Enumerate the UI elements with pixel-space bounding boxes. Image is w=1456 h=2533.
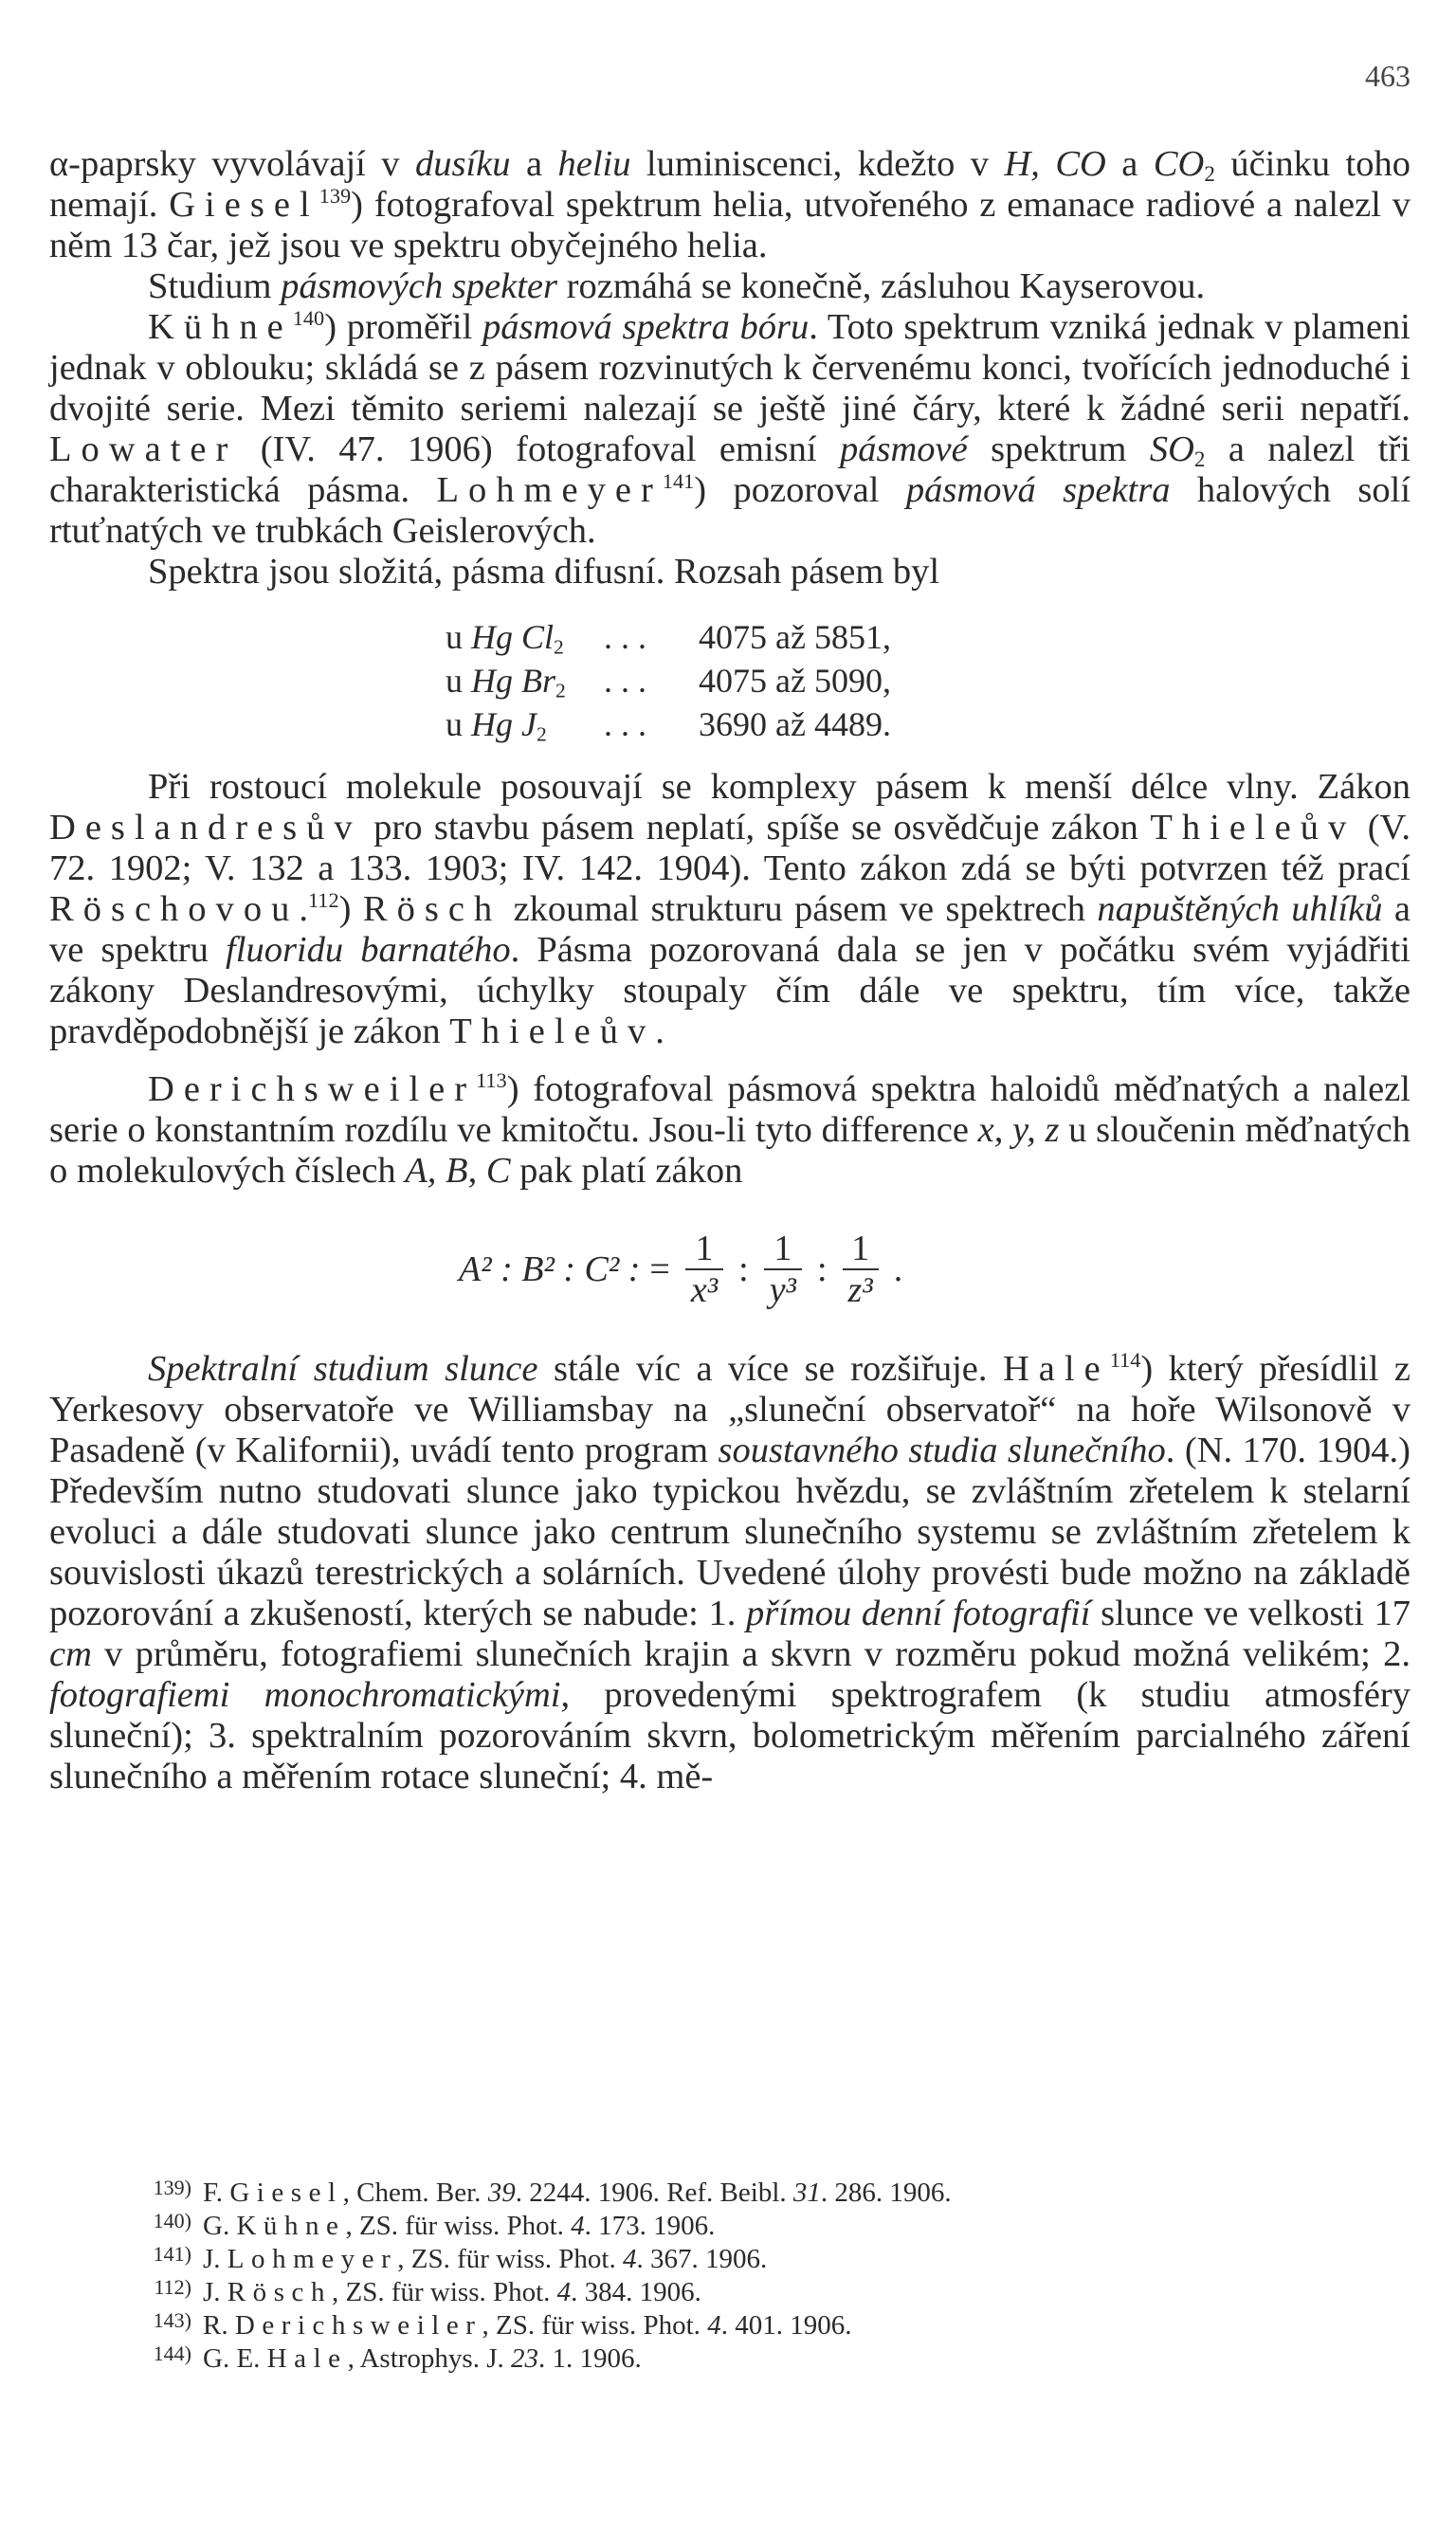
subscript: 2 bbox=[1193, 446, 1206, 471]
text: luminiscenci, kdežto v bbox=[630, 144, 1005, 184]
volume: 39 bbox=[487, 2178, 516, 2208]
text: rozmáhá se konečně, zásluhou Kayserovou. bbox=[557, 266, 1206, 306]
fraction bbox=[685, 1229, 723, 1310]
footnote bbox=[133, 2309, 1365, 2342]
denominator: z³ bbox=[847, 1270, 873, 1310]
footnote-ref: 113 bbox=[476, 1068, 507, 1093]
footnote-text bbox=[203, 2210, 715, 2243]
volume: 4 bbox=[707, 2310, 721, 2341]
text: , Chem. Ber. bbox=[342, 2178, 488, 2208]
footnote-text bbox=[203, 2309, 851, 2342]
colon: : bbox=[816, 1248, 828, 1289]
main-text bbox=[49, 144, 1410, 1797]
footnote bbox=[133, 2342, 1365, 2376]
range-value: 4075 až 5090, bbox=[699, 662, 891, 700]
text: (V. 72. 1902; V. 132 a 133. 1903; IV. 142. 1904). Tento zákon zdá se býti potvrzen též prací bbox=[49, 808, 1410, 888]
text: . 367. 1906. bbox=[636, 2244, 768, 2274]
emphasis: dusíku bbox=[414, 144, 511, 184]
author-name: Thieleův bbox=[1150, 808, 1356, 847]
author-name: Kühne bbox=[148, 307, 293, 347]
text: (IV. 47. 1906) fotografoval emisní bbox=[237, 429, 840, 469]
footnote-number: 140) bbox=[153, 2209, 191, 2232]
range-row bbox=[446, 702, 1410, 746]
text: , provedenými spektrografem (k studiu atmosféry sluneční); 3. spektralním pozorováním skvrn, bolometrickým měřením parcialného záření slunečního a měřením rotace sluneční; 4. mě- bbox=[49, 1675, 1410, 1796]
text: ) proměřil bbox=[324, 307, 482, 347]
emphasis: pásmové bbox=[839, 429, 968, 469]
text: , Astrophys. J. bbox=[347, 2343, 511, 2374]
text: zkoumal strukturu pásem ve spektrech bbox=[501, 889, 1098, 929]
emphasis: Spektralní studium slunce bbox=[148, 1349, 538, 1389]
author-name: Giesel bbox=[169, 185, 319, 225]
paragraph-6 bbox=[49, 1069, 1410, 1192]
footnote-ref: 139 bbox=[318, 184, 352, 209]
footnote-text bbox=[203, 2243, 767, 2276]
emphasis: heliu bbox=[557, 144, 631, 184]
author-name: Giesel bbox=[229, 2178, 343, 2208]
denominator: y³ bbox=[769, 1270, 796, 1310]
text: J. bbox=[203, 2277, 228, 2307]
text: . (N. 170. 1904.) Především nutno studovati slunce jako typickou hvězdu, se zvláštním zřetelem k stelarní evoluci a dále studovati slunce jako centrum slunečního systemu se zvláštním zřetelem k souvislosti úkazů terestrických a solárních. Uvedené úlohy provésti bude možno na základě pozorování a zkušeností, kterých se nabude: 1. bbox=[49, 1431, 1410, 1633]
text: a ve spektru bbox=[49, 889, 1411, 970]
paragraph-5 bbox=[49, 767, 1410, 1052]
footnote-number: 112) bbox=[154, 2275, 191, 2299]
text: a bbox=[1105, 144, 1154, 184]
author-name: Hale bbox=[266, 2343, 348, 2374]
author-name: Rösch bbox=[362, 889, 502, 929]
text: . bbox=[655, 1011, 664, 1051]
equals-sign: = bbox=[649, 1248, 670, 1289]
emphasis: přímou denní fotografií bbox=[745, 1594, 1091, 1633]
text: . bbox=[299, 889, 308, 929]
text: stále víc a více se rozšiřuje. bbox=[537, 1349, 1003, 1389]
formula-inline: Hg Br bbox=[471, 662, 555, 700]
text: . 384. 1906. bbox=[571, 2277, 701, 2307]
emphasis: fotografiemi monochromatickými bbox=[49, 1675, 561, 1715]
author-name: Kühne bbox=[236, 2211, 346, 2241]
footnote-number: 143) bbox=[153, 2308, 191, 2332]
author-name: Derichsweiler bbox=[148, 1069, 477, 1109]
text: u bbox=[446, 662, 463, 700]
author-name: Lowater bbox=[49, 429, 238, 469]
footnote bbox=[133, 2177, 1365, 2210]
volume: 4 bbox=[571, 2211, 585, 2241]
text: α-paprsky vyvolávají v bbox=[49, 144, 415, 184]
text: u sloučenin měďnatých o molekulových číslech bbox=[49, 1110, 1410, 1191]
emphasis: soustavného studia slunečního bbox=[718, 1431, 1166, 1470]
footnote-ref: 140 bbox=[292, 306, 325, 331]
unit: cm bbox=[49, 1634, 92, 1674]
text: F. bbox=[203, 2178, 230, 2208]
text: . 1. 1906. bbox=[538, 2343, 642, 2374]
numerator: 1 bbox=[851, 1229, 870, 1268]
formula-inline: CO bbox=[1153, 144, 1205, 184]
text: ) fotografoval spektrum helia, utvořeného z emanace radiové a nalezl v něm 13 čar, jež jsou ve spektru obyčejného helia. bbox=[49, 185, 1410, 265]
emphasis: pásmová spektra bbox=[905, 470, 1171, 510]
text: . 2244. 1906. Ref. Beibl. bbox=[515, 2178, 793, 2208]
footnote-text bbox=[203, 2342, 642, 2376]
subscript: 2 bbox=[554, 635, 564, 659]
subscript: 2 bbox=[1204, 160, 1215, 186]
compound bbox=[471, 659, 604, 702]
text: , ZS. für wiss. Phot. bbox=[345, 2211, 572, 2241]
text: u bbox=[446, 618, 463, 656]
fraction bbox=[843, 1229, 879, 1310]
text: spektrum bbox=[967, 429, 1150, 469]
text: J. bbox=[203, 2244, 228, 2274]
range-row bbox=[446, 659, 1410, 702]
author-name: Hale bbox=[1002, 1349, 1110, 1389]
leader-dots: . . . bbox=[604, 705, 646, 743]
colon: : bbox=[738, 1248, 749, 1289]
leader-dots: . . . bbox=[604, 618, 646, 656]
volume: 4 bbox=[622, 2244, 637, 2274]
author-name: Lohmeyer bbox=[436, 470, 663, 510]
text: halových solí rtuťnatých ve trubkách Geislerových. bbox=[49, 470, 1411, 551]
footnote-ref: 141 bbox=[662, 469, 695, 494]
text: pak platí zákon bbox=[510, 1151, 743, 1191]
author-name: Rösch bbox=[227, 2277, 332, 2307]
formula-inline: A, B, C bbox=[405, 1151, 511, 1191]
text: Studium bbox=[148, 266, 282, 306]
compound bbox=[471, 615, 604, 659]
emphasis: pásmová spektra bóru bbox=[482, 307, 810, 347]
formula-inline: H, CO bbox=[1004, 144, 1106, 184]
band-ranges-list bbox=[446, 615, 1410, 746]
formula-lhs: A² : B² : C² : bbox=[459, 1248, 641, 1289]
footnote-text bbox=[203, 2276, 701, 2309]
text: . 286. 1906. bbox=[820, 2178, 952, 2208]
page-number: 463 bbox=[1365, 59, 1410, 93]
text: . Toto spektrum vzniká jednak v plameni jednak v oblouku; skládá se z pásem rozvinutých k červenému konci, tvořících jednoduché i dvojité serie. Mezi těmito seriemi nalezají se ještě jiné čáry, které k žádné serii nepatří. bbox=[49, 307, 1410, 428]
text: pro stavbu pásem neplatí, spíše se osvědčuje zákon bbox=[361, 808, 1151, 847]
text: R. bbox=[203, 2310, 235, 2341]
text: , ZS. für wiss. Phot. bbox=[397, 2244, 623, 2274]
author-name: Thieleův bbox=[449, 1011, 656, 1051]
text: ) pozoroval bbox=[694, 470, 906, 510]
paragraph-4: Spektra jsou složitá, pásma difusní. Rozsah pásem byl bbox=[148, 552, 940, 592]
leader-dots: . . . bbox=[604, 662, 646, 700]
compound bbox=[471, 702, 604, 746]
text: ) který přesídlil z Yerkesovy observatoře ve Williamsbay na „sluneční observatoř“ na hoře Wilsonově v Pasadeně (v Kalifornii), uvádí tento program bbox=[49, 1349, 1410, 1470]
text: ) bbox=[338, 889, 363, 929]
range-value: 4075 až 5851, bbox=[699, 618, 891, 656]
formula-thiele bbox=[49, 1224, 1410, 1315]
text: G. E. bbox=[203, 2343, 267, 2374]
volume: 23 bbox=[511, 2343, 538, 2374]
text: , ZS. für wiss. Phot. bbox=[332, 2277, 557, 2307]
paragraph-2 bbox=[49, 266, 1410, 307]
footnote-number: 144) bbox=[153, 2342, 191, 2365]
footnote bbox=[133, 2276, 1365, 2309]
range-row bbox=[446, 615, 1410, 659]
period: . bbox=[893, 1248, 903, 1289]
text: ) fotografoval pásmová spektra haloidů měďnatých a nalezl serie o konstantním rozdílu ve kmitočtu. Jsou-li tyto difference bbox=[49, 1069, 1410, 1150]
footnote-number: 141) bbox=[153, 2242, 191, 2266]
volume: 31 bbox=[792, 2178, 821, 2208]
text: . 401. 1906. bbox=[720, 2310, 852, 2341]
footnote bbox=[133, 2243, 1365, 2276]
paragraph-1 bbox=[49, 144, 1410, 266]
footnote-text bbox=[203, 2177, 952, 2210]
footnote-number: 139) bbox=[153, 2176, 191, 2199]
text: v průměru, fotografiemi slunečních krajin a skvrn v rozměru pokud možná velikém; 2. bbox=[91, 1634, 1410, 1674]
paragraph-7 bbox=[49, 1349, 1410, 1797]
author-name: Röschovou bbox=[49, 889, 300, 929]
paragraph-3 bbox=[49, 307, 1410, 552]
denominator: x³ bbox=[690, 1270, 719, 1310]
formula-inline: SO bbox=[1149, 429, 1194, 469]
emphasis: napuštěných uhlíků bbox=[1097, 889, 1383, 929]
text: slunce ve velkosti 17 bbox=[1090, 1594, 1410, 1633]
text: , ZS. für wiss. Phot. bbox=[482, 2310, 708, 2341]
volume: 4 bbox=[556, 2277, 572, 2307]
emphasis: fluoridu barnatého bbox=[226, 930, 511, 970]
author-name: Lohmeyer bbox=[227, 2244, 398, 2274]
numerator: 1 bbox=[774, 1229, 792, 1268]
author-name: Derichsweiler bbox=[234, 2310, 482, 2341]
footnote-ref: 112 bbox=[307, 888, 339, 913]
subscript: 2 bbox=[555, 679, 566, 702]
formula-inline: Hg Cl bbox=[471, 618, 555, 656]
author-name: Deslandresův bbox=[49, 808, 362, 847]
text: Při rostoucí molekule posouvají se komplexy pásem k menší délce vlny. Zákon bbox=[148, 767, 1410, 807]
formula-inline: Hg J bbox=[471, 705, 537, 743]
text: G. bbox=[203, 2211, 237, 2241]
footnotes bbox=[133, 2177, 1365, 2376]
text: a bbox=[510, 144, 558, 184]
text: . Pásma pozorovaná dala se jen v počátku svém vyjádřiti zákony Deslandresovými, úchylky stoupaly čím dále ve spektru, tím více, takže pravděpodobnější je zákon bbox=[49, 930, 1410, 1051]
range-value: 3690 až 4489. bbox=[699, 705, 891, 743]
footnote bbox=[133, 2210, 1365, 2243]
text: účinku toho nemají. bbox=[49, 144, 1410, 225]
footnote-ref: 114 bbox=[1109, 1348, 1141, 1373]
subscript: 2 bbox=[536, 722, 547, 746]
numerator: 1 bbox=[695, 1229, 714, 1268]
text: a nalezl tři charakteristická pásma. bbox=[49, 429, 1410, 510]
formula-inline: x, y, z bbox=[977, 1110, 1060, 1150]
emphasis: pásmových spekter bbox=[281, 266, 557, 306]
fraction bbox=[764, 1229, 802, 1310]
text: . 173. 1906. bbox=[584, 2211, 716, 2241]
text: u bbox=[446, 705, 463, 743]
